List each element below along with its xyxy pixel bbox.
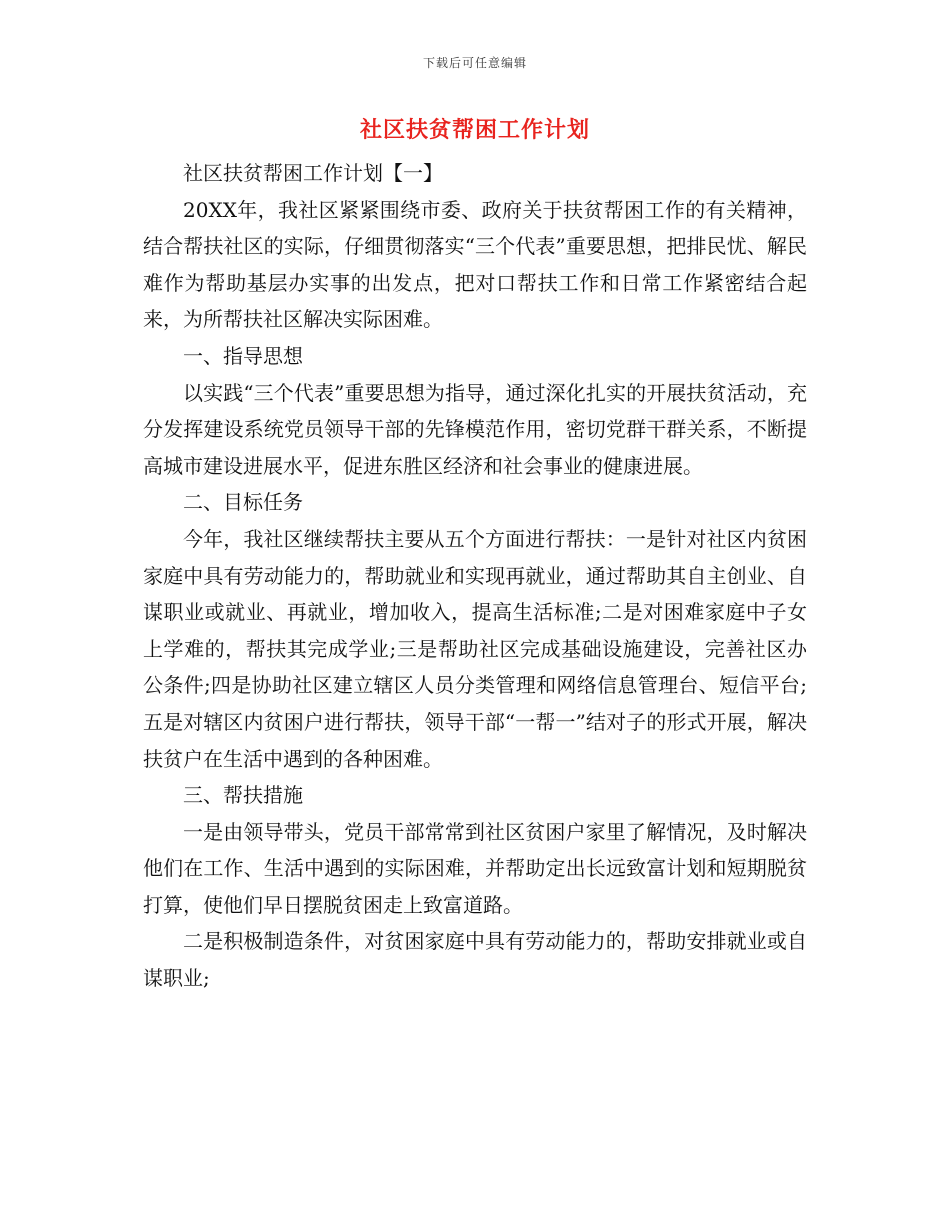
heading-goals-tasks: 二、目标任务 — [183, 490, 303, 515]
paragraph-measure-two: 二是积极制造条件，对贫困家庭中具有劳动能力的，帮助安排就业或自谋职业; — [143, 929, 807, 991]
paragraph-intro: 20XX年，我社区紧紧围绕市委、政府关于扶贫帮困工作的有关精神，结合帮扶社区的实际，仔细贯彻落实“三个代表”重要思想，把排民忧、解民难作为帮助基层办实事的出发点，把对口帮扶工作和日常工作紧密结合起来，为所帮扶社区解决实际困难。 — [143, 197, 807, 332]
heading-assistance-measures: 三、帮扶措施 — [183, 783, 303, 808]
section-subtitle: 社区扶贫帮困工作计划【一】 — [183, 161, 443, 185]
heading-guiding-ideology: 一、指导思想 — [183, 343, 303, 368]
paragraph-measure-one: 一是由领导带头，党员干部常常到社区贫困户家里了解情况，及时解决他们在工作、生活中遇到的实际困难，并帮助定出长远致富计划和短期脱贫打算，使他们早日摆脱贫困走上致富道路。 — [143, 819, 807, 917]
document-title: 社区扶贫帮困工作计划 — [359, 117, 590, 143]
paragraph-goals-tasks: 今年，我社区继续帮扶主要从五个方面进行帮扶：一是针对社区内贫困家庭中具有劳动能力的，帮助就业和实现再就业，通过帮助其自主创业、自谋职业或就业、再就业，增加收入，提高生活标准;二是对困难家庭中子女上学难的，帮扶其完成学业;三是帮助社区完成基础设施建设，完善社区办公条件;四是协助社区建立辖区人员分类管理和网络信息管理台、短信平台;五是对辖区内贫困户进行帮扶，领导干部“一帮一”结对子的形式开展，解决扶贫户在生活中遇到的各种困难。 — [143, 526, 807, 771]
paragraph-guiding-ideology: 以实践“三个代表”重要思想为指导，通过深化扎实的开展扶贫活动，充分发挥建设系统党员领导干部的先锋模范作用，密切党群干群关系，不断提高城市建设进展水平，促进东胜区经济和社会事业的健康进展。 — [143, 380, 807, 478]
document-body — [143, 155, 807, 997]
header-note: 下载后可任意编辑 — [422, 56, 527, 70]
